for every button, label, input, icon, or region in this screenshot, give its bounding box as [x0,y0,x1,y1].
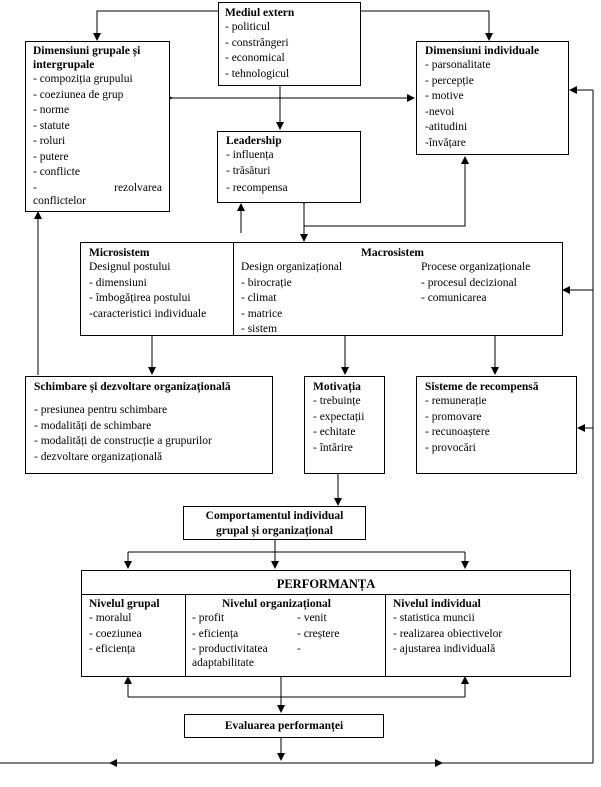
box-dimensiuni-individuale [416,41,569,155]
nivel-org-item: - venit [297,612,327,624]
micro-item: -caracteristici individuale [89,307,207,320]
grupale-item: - putere [33,150,69,163]
recompense-item: - promovare [425,410,482,423]
mediul-item: - economical [225,52,285,64]
individuale-item: -învățare [425,136,466,149]
nivel-org-title-wrap [222,597,331,611]
performanta-col-divider [185,594,186,676]
mediul-item: - tehnologicul [225,67,290,80]
individuale-item: -atitudini [425,121,468,133]
motivatia-item: - echitate [313,426,356,438]
nivel-individual-item: - ajustarea individuală [393,643,496,655]
grupale-last-item [33,181,162,197]
motivatia-item: - întărire [313,441,353,454]
schimbare-item: - presiunea pentru schimbare [34,404,168,416]
nivel-individual-item: - realizarea obiectivelor [393,627,503,640]
box-performanta [81,570,571,677]
nivel-org-item-extra: adaptabilitate [192,656,254,669]
box-mediul-extern [218,2,361,86]
micro-item: - îmbogățirea postului [89,292,191,304]
recompense-item: - provocări [425,441,476,454]
macro-col1-title: Design organizațional [241,261,343,273]
schimbare-item: - modalități de construcție a grupurilor [34,435,212,447]
performanta-col-divider [385,594,386,676]
motivatia-title: Motivația [313,381,361,393]
box-motivatia [304,376,385,474]
schimbare-title: Schimbare și dezvoltare organizațională [34,381,231,393]
nivel-org-item: - profit [192,612,225,624]
nivel-org-col2 [297,611,339,658]
individuale-item: - motive [425,90,464,102]
macro-col2 [421,260,530,307]
nivel-org-item: - creștere [297,627,340,640]
leadership-title: Leadership [226,135,282,147]
mediul-title: Mediul extern [225,7,295,19]
grupale-last-word2: conflictelor [33,195,87,207]
motivatia-item: - trebuințe [313,395,361,407]
grupale-last-word: rezolvarea [114,181,162,194]
grupale-item: - conflicte [33,166,80,178]
macro-col2-item: - procesul decizional [421,276,517,289]
macro-col2-title: Procese organizaționale [421,261,531,273]
schimbare-item: - dezvoltare organizațională [34,450,163,463]
nivel-org-item: - productivitatea [192,643,268,655]
box-evaluare [184,714,384,738]
micro-subtitle: Designul postului [89,261,171,273]
individuale-title: Dimensiuni individuale [425,45,540,57]
box-dimensiuni-grupale [25,41,170,212]
grupale-item: - norme [33,104,70,116]
macro-col1-item: - sistem [241,323,278,335]
nivel-grupal-item: - moralul [89,612,132,624]
macro-col1-item: - climat [241,292,277,304]
macro-col2-item: - comunicarea [421,292,487,304]
mediul-item: - politicul [225,21,271,33]
nivel-individual-title: Nivelul individual [393,598,481,610]
micro-macro-divider [233,243,234,335]
mediul-item: - constrângeri [225,36,289,49]
evaluare-title: Evaluarea performanței [224,720,344,732]
comportament-line1: Comportamentul individual [205,510,344,522]
individuale-item: - parsonalitate [425,59,491,71]
grupale-title: Dimensiuni grupale și intergrupale [33,45,141,71]
grupale-item: - compoziția grupului [33,73,133,85]
nivel-grupal-title: Nivelul grupal [89,598,160,610]
macro-col1-item: - matrice [241,307,283,320]
recompense-item: - recunoaștere [425,426,490,438]
grupale-last-dash: - [33,181,37,194]
macro-title: Macrosistem [361,247,425,259]
nivel-individual [393,597,502,658]
box-schimbare [25,376,273,474]
motivatia-item: - expectații [313,410,365,423]
nivel-org-col1 [192,611,268,668]
box-comportament [183,506,366,540]
micro-item: - dimensiuni [89,276,147,289]
micro-title: Microsistem [89,247,150,259]
recompense-item: - remunerație [425,395,487,407]
schimbare-item: - modalități de schimbare [34,419,152,432]
grupale-item: - statute [33,119,70,132]
grupale-item: - roluri [33,135,66,147]
nivel-grupal-item: - coeziunea [89,627,142,640]
box-micro-macro [80,242,563,336]
box-recompense [416,376,577,474]
macro-col1-item: - birocrație [241,276,292,289]
nivel-grupal-item: - eficiența [89,643,136,655]
performanta-title: PERFORMANȚA [276,577,376,591]
nivel-individual-item: - statistica muncii [393,612,475,624]
individuale-item: - percepție [425,74,474,87]
individuale-item: -nevoi [425,105,455,118]
micro-section [89,246,206,322]
leadership-item: - trăsături [226,164,271,177]
macro-col1 [241,260,342,338]
box-leadership [217,131,361,203]
comportament-line2: grupal și organizațional [216,525,333,537]
nivel-org-item: - [297,643,301,655]
nivel-org-title: Nivelul organizațional [222,598,331,610]
nivel-org-item: - eficiența [192,627,239,640]
grupale-item: - coeziunea de grup [33,88,124,101]
nivel-grupal [89,597,160,658]
leadership-item: - influența [226,149,274,161]
leadership-item: - recompensa [226,182,288,194]
recompense-title: Sisteme de recompensă [425,381,539,393]
performanta-divider [82,594,570,595]
